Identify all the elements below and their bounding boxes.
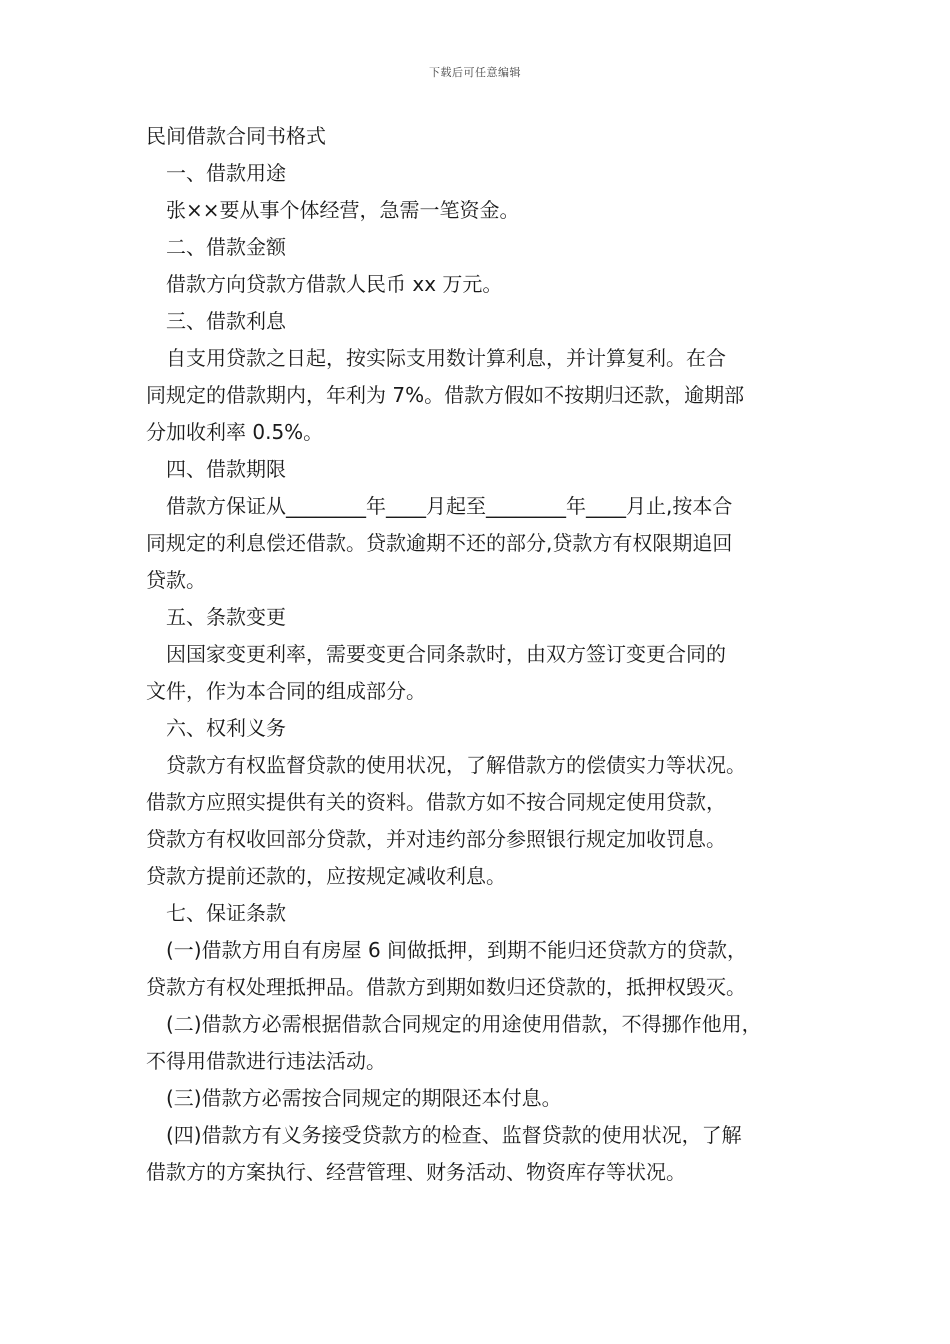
- clause-1-line-2: 贷款方有权处理抵押品。借款方到期如数归还贷款的，抵押权毁灭。: [146, 975, 746, 999]
- section-4-line-1: 借款方保证从________年____月起至________年____月止,按本合: [166, 494, 733, 518]
- section-6-line-2: 借款方应照实提供有关的资料。借款方如不按合同规定使用贷款，: [146, 790, 726, 814]
- section-4-line-2: 同规定的利息偿还借款。贷款逾期不还的部分,贷款方有权限期追回: [146, 531, 733, 555]
- section-5-line-2: 文件，作为本合同的组成部分。: [146, 679, 426, 703]
- section-heading-3: 三、借款利息: [166, 309, 286, 333]
- clause-1-line-1: (一)借款方用自有房屋 6 间做抵押，到期不能归还贷款方的贷款，: [166, 938, 748, 962]
- section-heading-2: 二、借款金额: [166, 235, 286, 259]
- section-3-line-1: 自支用贷款之日起，按实际支用数计算利息，并计算复利。在合: [166, 346, 726, 370]
- section-heading-6: 六、权利义务: [166, 716, 286, 740]
- section-6-line-3: 贷款方有权收回部分贷款，并对违约部分参照银行规定加收罚息。: [146, 827, 726, 851]
- section-heading-1: 一、借款用途: [166, 161, 286, 185]
- section-heading-5: 五、条款变更: [166, 605, 286, 629]
- clause-3-line-1: (三)借款方必需按合同规定的期限还本付息。: [166, 1086, 562, 1110]
- section-3-line-2: 同规定的借款期内，年利为 7%。借款方假如不按期归还款，逾期部: [146, 383, 745, 407]
- section-6-line-4: 贷款方提前还款的，应按规定减收利息。: [146, 864, 506, 888]
- page-header-note: 下载后可任意编辑: [429, 66, 521, 79]
- clause-2-line-2: 不得用借款进行违法活动。: [146, 1049, 386, 1073]
- section-heading-7: 七、保证条款: [166, 901, 286, 925]
- document-title: 民间借款合同书格式: [146, 124, 326, 148]
- section-1-paragraph: 张××要从事个体经营，急需一笔资金。: [166, 198, 520, 222]
- section-heading-4: 四、借款期限: [166, 457, 286, 481]
- clause-2-line-1: (二)借款方必需根据借款合同规定的用途使用借款，不得挪作他用，: [166, 1012, 762, 1036]
- document-body: [146, 118, 816, 1191]
- section-6-line-1: 贷款方有权监督贷款的使用状况，了解借款方的偿债实力等状况。: [166, 753, 746, 777]
- clause-4-line-1: (四)借款方有义务接受贷款方的检查、监督贷款的使用状况，了解: [166, 1123, 742, 1147]
- section-2-paragraph: 借款方向贷款方借款人民币 xx 万元。: [166, 272, 503, 296]
- section-5-line-1: 因国家变更利率，需要变更合同条款时，由双方签订变更合同的: [166, 642, 726, 666]
- section-3-line-3: 分加收利率 0.5%。: [146, 420, 324, 444]
- clause-4-line-2: 借款方的方案执行、经营管理、财务活动、物资库存等状况。: [146, 1160, 686, 1184]
- section-4-line-3: 贷款。: [146, 568, 206, 592]
